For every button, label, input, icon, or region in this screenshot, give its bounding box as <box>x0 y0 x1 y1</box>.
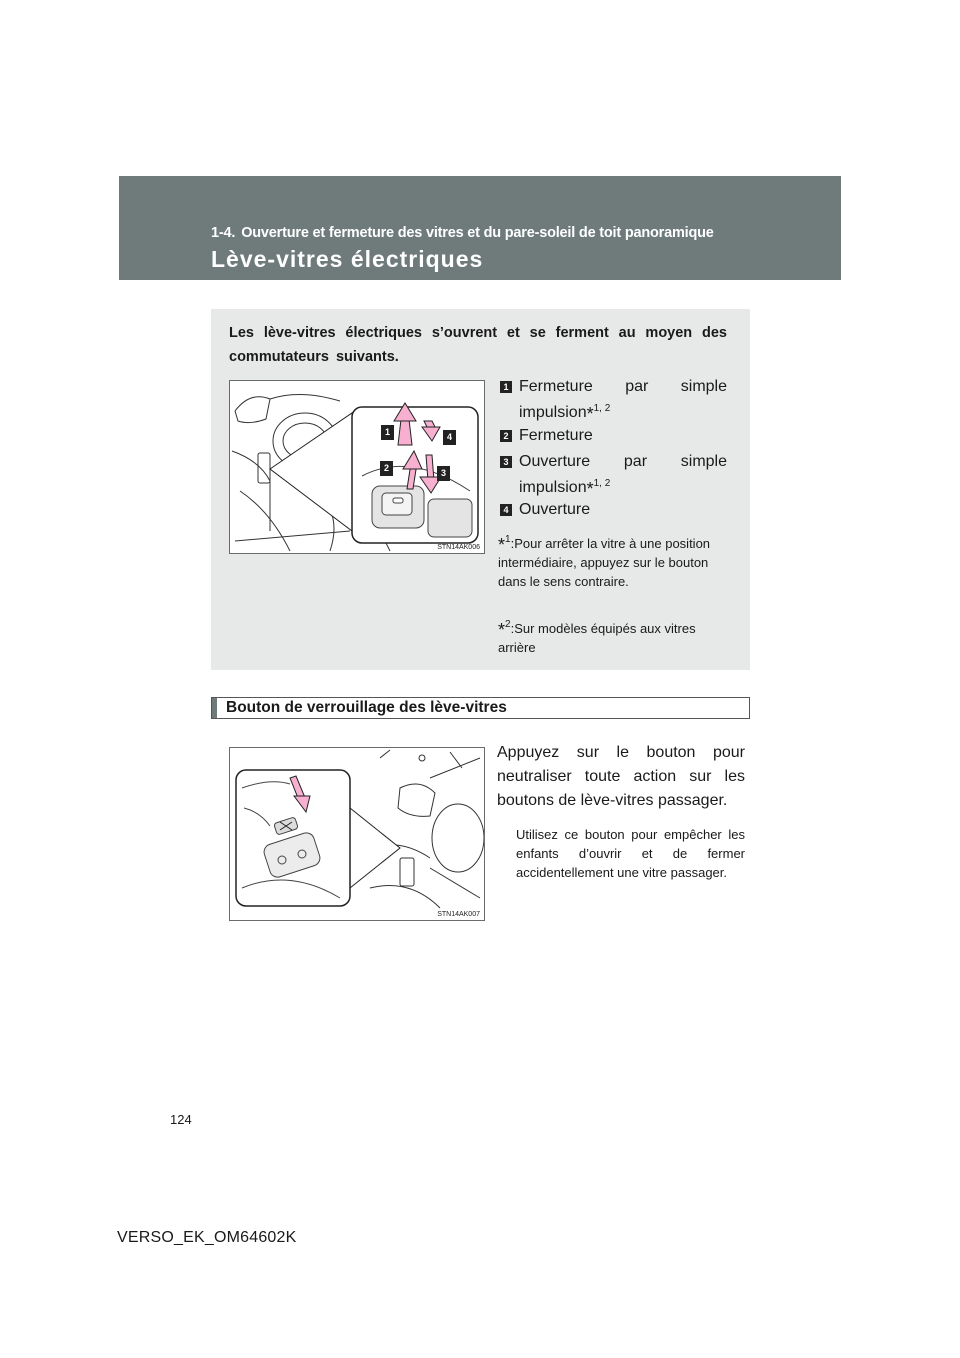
item-badge: 1 <box>500 381 512 393</box>
callout-2: 2 <box>380 461 393 476</box>
item-badge: 4 <box>500 504 512 516</box>
item-text-line1: Ouverture par simple <box>519 453 727 470</box>
subheading-text: Bouton de verrouillage des lève-vitres <box>226 699 507 716</box>
asterisk-icon: * <box>586 404 594 424</box>
intro-text: Les lève-vitres électriques s’ouvrent et se ferment au moyen des commutateurs suivants. <box>229 325 727 365</box>
section-subheading <box>211 697 750 719</box>
callout-3: 3 <box>437 466 450 481</box>
window-switch-illustration <box>229 380 485 554</box>
footnote: *$^2$:Sur modèles équipés aux vitres arrière <box>498 619 696 655</box>
asterisk-icon: * <box>498 620 506 640</box>
list-item <box>499 376 727 424</box>
item-text: Ouverture <box>519 501 591 518</box>
item-text-line2 <box>519 398 727 424</box>
section-label <box>211 225 714 241</box>
footnote: *$^1$:Pour arrêter la vitre à une position intermédiaire, appuyez sur le bouton dans le sens contraire. <box>498 534 711 589</box>
section-title: Ouverture et fermeture des vitres et du pare-soleil de toit panoramique <box>241 225 714 241</box>
document-id: VERSO_EK_OM64602K <box>117 1229 297 1246</box>
item-badge: 2 <box>500 430 512 442</box>
window-lock-drawing <box>230 748 484 920</box>
list-item <box>499 425 727 447</box>
page-number: 124 <box>170 1112 192 1127</box>
list-item <box>499 451 727 499</box>
footnote-text: Pour arrêter la vitre à une position intermédiaire, appuyez sur le bouton dans le sens contraire. <box>498 536 711 589</box>
figure-code: STN14AK007 <box>437 911 480 918</box>
callout-4: 4 <box>443 430 456 445</box>
note-reference: 1, 2 <box>593 403 611 414</box>
callout-1: 1 <box>381 425 394 440</box>
asterisk-icon: * <box>498 535 506 555</box>
window-lock-illustration <box>229 747 485 921</box>
lock-paragraph: Appuyez sur le bouton pour neutraliser toute action sur les boutons de lève-vitres passager. <box>497 744 745 809</box>
item-badge: 3 <box>500 456 512 468</box>
note-reference: 1, 2 <box>593 478 611 489</box>
footnote-text: Sur modèles équipés aux vitres arrière <box>498 621 696 655</box>
item-text-line2 <box>519 473 727 499</box>
footnote-mark: 2 <box>505 619 511 630</box>
item-text-line2-word: impulsion <box>519 404 587 421</box>
section-number: 1-4. <box>211 225 236 241</box>
list-item <box>499 499 727 521</box>
section-header-band <box>119 176 841 280</box>
item-text-line1: Fermeture par simple <box>519 378 727 395</box>
page-title: Lève-vitres électriques <box>211 246 484 272</box>
asterisk-icon: * <box>586 479 594 499</box>
subheading-bar <box>212 698 217 718</box>
figure-code: STN14AK006 <box>437 544 480 551</box>
lock-detail: Utilisez ce bouton pour empêcher les enfants d’ouvrir et de fermer accidentellement une vitre passager. <box>516 827 745 880</box>
footnote-mark: 1 <box>505 534 511 545</box>
item-text-line2-word: impulsion <box>519 479 587 496</box>
item-text: Fermeture <box>519 427 593 444</box>
